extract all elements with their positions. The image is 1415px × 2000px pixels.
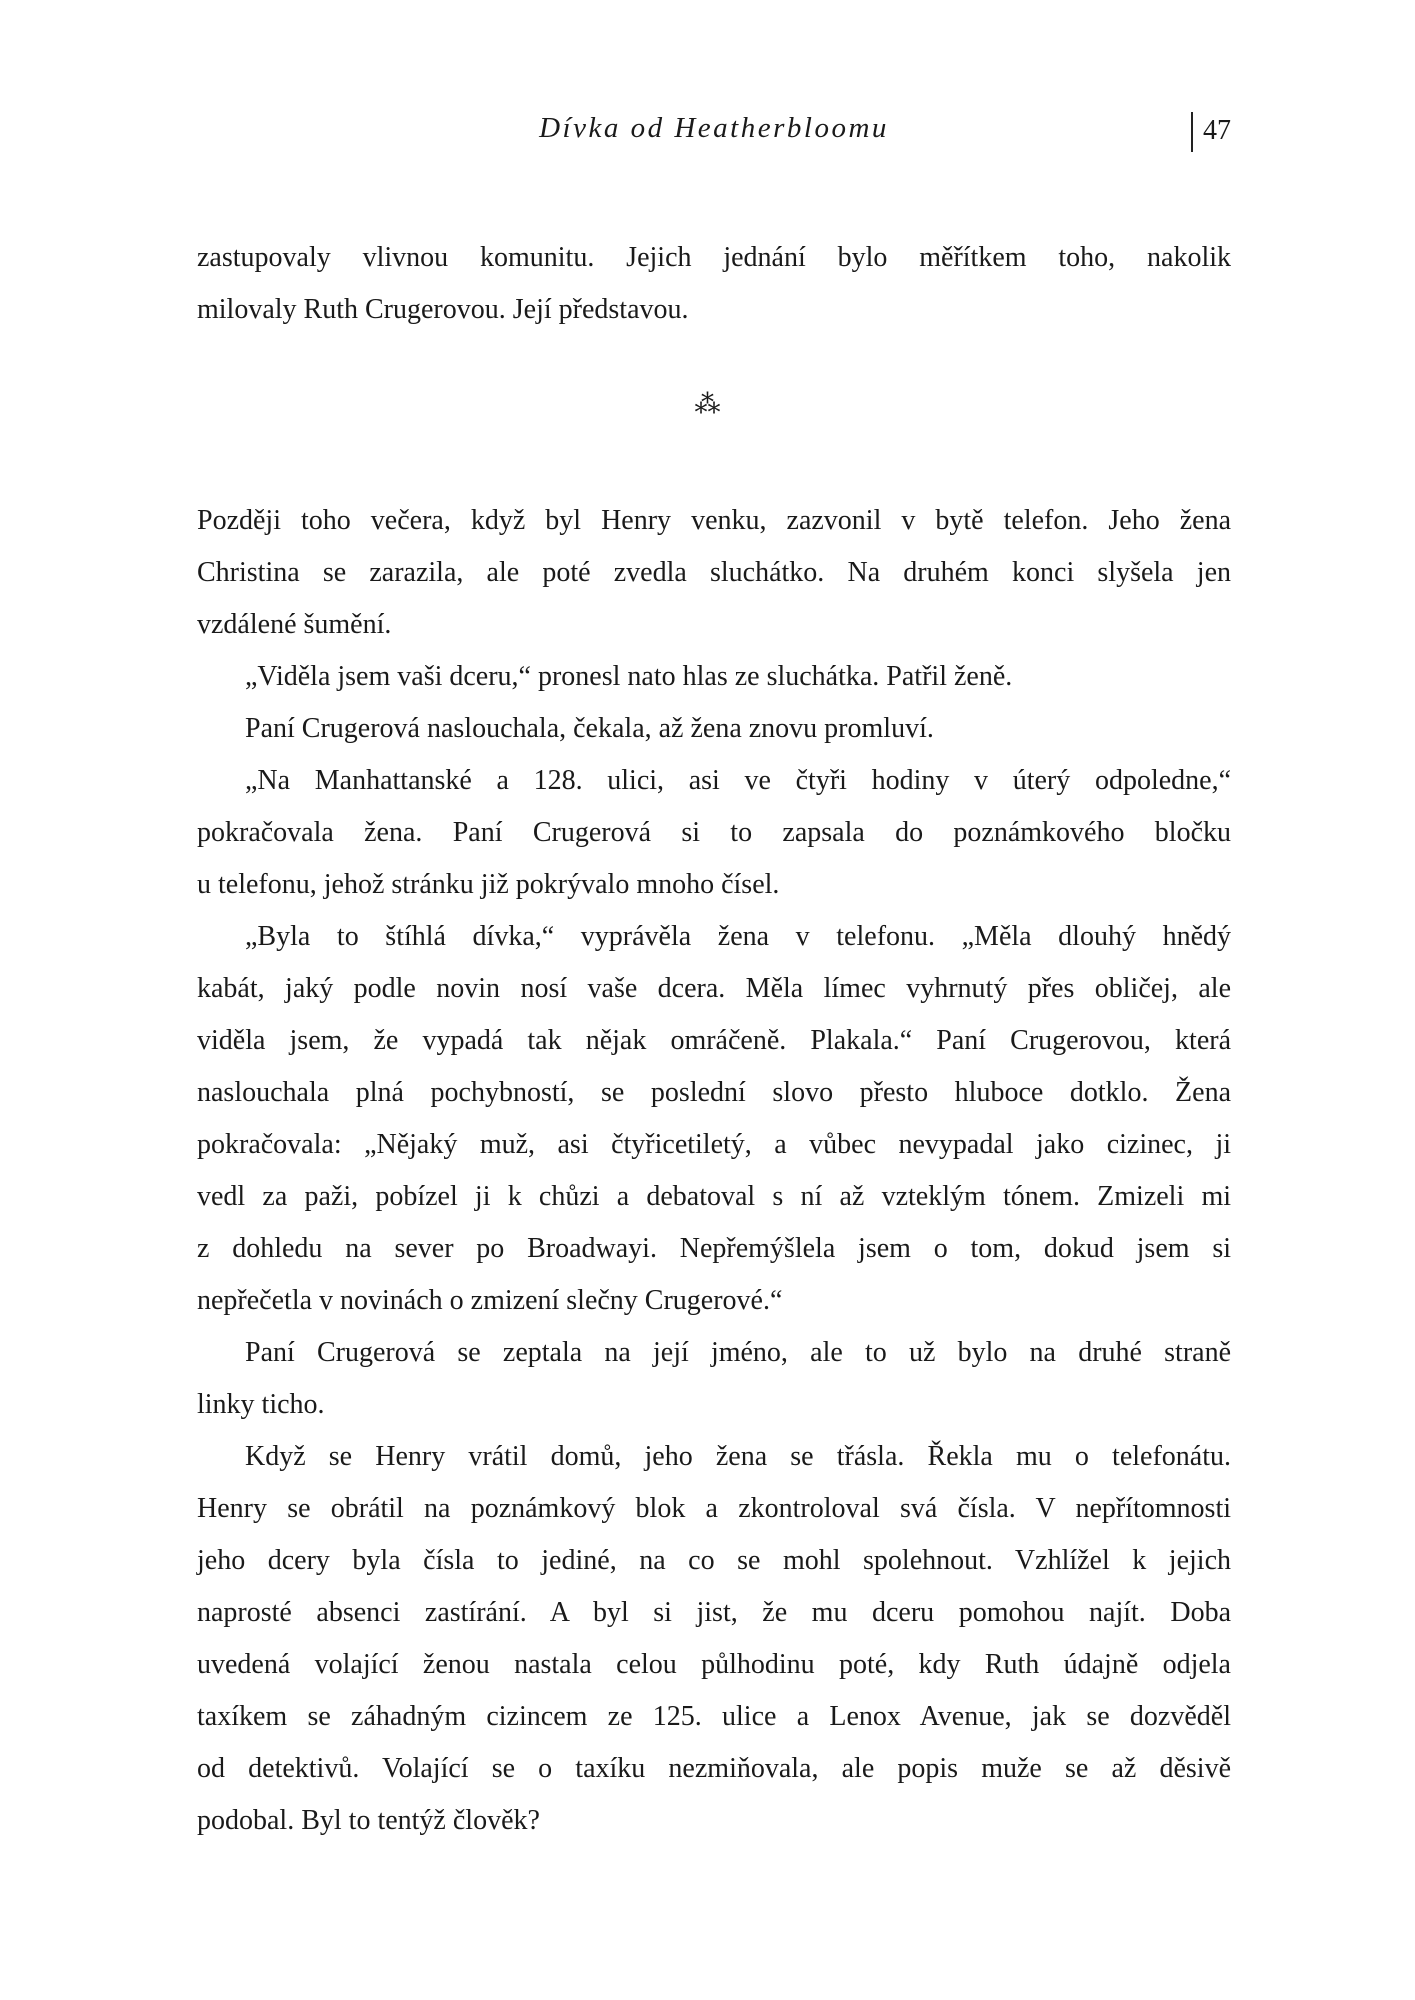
- text-line: Henry se obrátil na poznámkový blok a zkontroloval svá čísla. V nepřítomnosti: [197, 1493, 1231, 1524]
- page-number: 47: [1191, 112, 1231, 152]
- text-line: pokračovala: „Nějaký muž, asi čtyřicetiletý, a vůbec nevypadal jako cizinec, ji: [197, 1129, 1231, 1160]
- text-line: Paní Crugerová naslouchala, čekala, až žena znovu promluví.: [245, 713, 934, 744]
- text-line: nepřečetla v novinách o zmizení slečny Crugerové.“: [197, 1285, 783, 1316]
- text-line: podobal. Byl to tentýž člověk?: [197, 1805, 540, 1836]
- text-line: „Viděla jsem vaši dceru,“ pronesl nato hlas ze sluchátka. Patřil ženě.: [245, 661, 1013, 692]
- running-title: Dívka od Heatherbloomu: [539, 112, 889, 144]
- text-line: linky ticho.: [197, 1389, 325, 1420]
- text-line: od detektivů. Volající se o taxíku nezmiňovala, ale popis muže se až děsivě: [197, 1753, 1231, 1784]
- text-line: naslouchala plná pochybností, se poslední slovo přesto hluboce dotklo. Žena: [197, 1077, 1231, 1108]
- text-line: milovaly Ruth Crugerovou. Její představou.: [197, 294, 689, 325]
- text-line: „Byla to štíhlá dívka,“ vyprávěla žena v telefonu. „Měla dlouhý hnědý: [245, 921, 1231, 952]
- text-line: vedl za paži, pobízel ji k chůzi a debatoval s ní až vzteklým tónem. Zmizeli mi: [197, 1181, 1231, 1212]
- text-line: naprosté absenci zastírání. A byl si jist, že mu dceru pomohou najít. Doba: [197, 1597, 1231, 1628]
- text-line: jeho dcery byla čísla to jediné, na co se mohl spolehnout. Vzhlížel k jejich: [197, 1545, 1231, 1576]
- text-line: Paní Crugerová se zeptala na její jméno, ale to už bylo na druhé straně: [245, 1337, 1231, 1368]
- running-header: [197, 112, 1231, 152]
- text-line: zastupovaly vlivnou komunitu. Jejich jednání bylo měřítkem toho, nakolik: [197, 242, 1231, 273]
- text-line: viděla jsem, že vypadá tak nějak omráčeně. Plakala.“ Paní Crugerovou, která: [197, 1025, 1231, 1056]
- text-line: Později toho večera, když byl Henry venku, zazvonil v bytě telefon. Jeho žena: [197, 505, 1231, 536]
- text-line: vzdálené šumění.: [197, 609, 392, 640]
- text-section-1: [197, 232, 1231, 336]
- text-line: u telefonu, jehož stránku již pokrývalo mnoho čísel.: [197, 869, 780, 900]
- text-line: Christina se zarazila, ale poté zvedla sluchátko. Na druhém konci slyšela jen: [197, 557, 1231, 588]
- text-line: „Na Manhattanské a 128. ulici, asi ve čtyři hodiny v úterý odpoledne,“: [245, 765, 1231, 796]
- text-line: Když se Henry vrátil domů, jeho žena se třásla. Řekla mu o telefonátu.: [245, 1441, 1231, 1472]
- text-line: z dohledu na sever po Broadwayi. Nepřemýšlela jsem o tom, dokud jsem si: [197, 1233, 1231, 1264]
- text-line: taxíkem se záhadným cizincem ze 125. ulice a Lenox Avenue, jak se dozvěděl: [197, 1701, 1231, 1732]
- text-section-2: [197, 495, 1231, 1847]
- section-break-ornament: ⁂: [694, 390, 721, 419]
- text-line: kabát, jaký podle novin nosí vaše dcera. Měla límec vyhrnutý přes obličej, ale: [197, 973, 1231, 1004]
- text-line: uvedená volající ženou nastala celou půlhodinu poté, kdy Ruth údajně odjela: [197, 1649, 1231, 1680]
- text-line: pokračovala žena. Paní Crugerová si to zapsala do poznámkového bločku: [197, 817, 1231, 848]
